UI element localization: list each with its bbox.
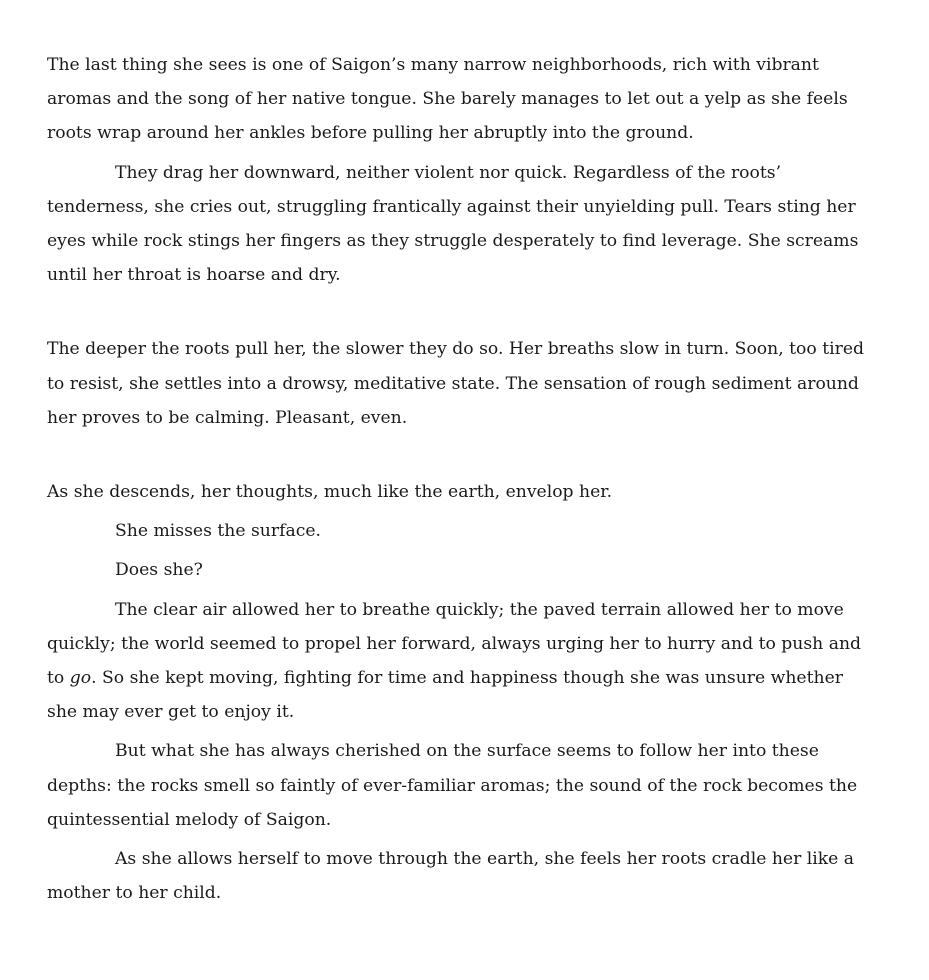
section-break bbox=[47, 297, 877, 332]
section-break bbox=[47, 440, 877, 475]
paragraph-9: As she allows herself to move through the earth, she feels her roots cradle her like a mother to her child. bbox=[47, 849, 855, 904]
paragraph-2: They drag her downward, neither violent nor quick. Regardless of the roots’ tenderness, she cries out, struggling frantically against their unyielding pull. Tears sting her eyes while rock stings her fingers as they struggle desperately to find leverage. She screams until her throat is hoarse and dry. bbox=[47, 162, 859, 286]
paragraph-4: As she descends, her thoughts, much like the earth, envelop her. bbox=[47, 482, 613, 503]
paragraph-3: The deeper the roots pull her, the slower they do so. Her breaths slow in turn. Soon, too tired to resist, she settles into a drowsy, meditative state. The sensation of rough sediment around her proves to be calming. Pleasant, even. bbox=[47, 339, 864, 428]
paragraph-8: But what she has always cherished on the surface seems to follow her into these depths: the rocks smell so faintly of ever-familiar aromas; the sound of the rock becomes the quintessential melody of Saigon. bbox=[47, 741, 858, 830]
document-page bbox=[47, 48, 877, 915]
paragraph-7-text-b: . So she kept moving, fighting for time and happiness though she was unsure whether she may ever get to enjoy it. bbox=[47, 668, 843, 723]
paragraph-7-text-a: The clear air allowed her to breathe quickly; the paved terrain allowed her to move quickly; the world seemed to propel her forward, always urging her to hurry and to push and to bbox=[47, 599, 862, 689]
paragraph-6: Does she? bbox=[115, 560, 203, 581]
paragraph-1: The last thing she sees is one of Saigon’s many narrow neighborhoods, rich with vibrant aromas and the song of her native tongue. She barely manages to let out a yelp as she feels roots wrap around her ankles before pulling her abruptly into the ground. bbox=[47, 55, 848, 144]
paragraph-7 bbox=[47, 593, 877, 730]
paragraph-5: She misses the surface. bbox=[115, 521, 321, 542]
paragraph-7-italic: go bbox=[69, 668, 92, 689]
